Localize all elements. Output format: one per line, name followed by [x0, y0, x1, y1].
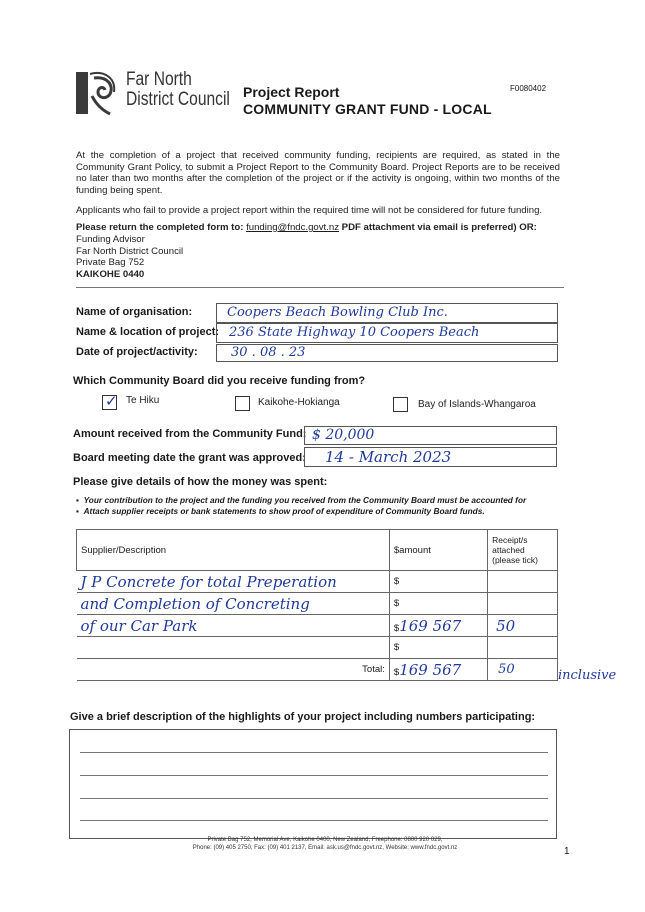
desc-cell[interactable] — [77, 615, 390, 637]
expenditure-table — [76, 529, 558, 681]
amount-header: $amount — [389, 530, 487, 571]
table-row — [77, 571, 558, 593]
spending-question: Please give details of how the money was spent: — [73, 476, 328, 488]
org-field[interactable] — [216, 303, 558, 323]
bullet-text: Your contribution to the project and the funding you received from the Community Board must be accounted for — [83, 495, 527, 505]
return-instructions — [76, 222, 566, 233]
table-row — [77, 615, 558, 637]
footer-line-2: Phone: (09) 405 2750, Fax: (09) 401 2137, Email: ask.us@fndc.govt.nz, Website: www.fndc.govt.nz — [192, 845, 458, 851]
dollar-sign: $ — [393, 622, 400, 634]
writing-line — [80, 820, 548, 821]
date-label: Date of project/activity: — [76, 346, 198, 358]
form-code: F0080402 — [510, 84, 547, 93]
total-receipt-cell[interactable] — [488, 659, 558, 681]
te-hiku-label: Te Hiku — [126, 395, 160, 406]
writing-line — [80, 775, 548, 776]
desc-cell[interactable] — [77, 637, 390, 659]
page-title: Project Report — [243, 84, 340, 100]
address-line: Private Bag 752 — [76, 257, 145, 269]
highlights-field[interactable] — [69, 729, 557, 839]
kaikohe-hokianga-checkbox[interactable] — [235, 396, 250, 411]
writing-line — [80, 798, 548, 799]
spending-bullets — [76, 495, 526, 516]
amount-field[interactable] — [304, 426, 557, 445]
table-row — [77, 593, 558, 615]
bullet-text: Attach supplier receipts or bank statements to show proof of expenditure of Community Board funds. — [83, 505, 485, 516]
divider — [76, 287, 564, 288]
return-prefix: Please return the completed form to: — [76, 222, 247, 233]
intro-paragraph: At the completion of a project that received community funding, recipients are required, as stated in the Community Grant Policy, to submit a Project Report to the Community Board. Project Reports are to be received no later than two months after the completion of the project or if the activity is ongoing, within two months of the funding being spent. — [76, 150, 560, 196]
receipt-cell[interactable] — [488, 593, 558, 615]
footer-line-1: Private Bag 752, Memorial Ave, Kaikohe 0400, New Zealand, Freephone: 0800 920 029, — [207, 837, 443, 843]
funding-email-link[interactable]: funding@fndc.govt.nz — [246, 222, 340, 233]
table-header-row — [77, 530, 558, 571]
amount-cell[interactable] — [389, 593, 487, 615]
cents-value: 50 — [496, 616, 516, 635]
bullet-item: ▪ Attach supplier receipts or bank statements to show proof of expenditure of Community Board funds. — [76, 505, 485, 516]
council-logo-icon — [74, 70, 116, 116]
amount-cell[interactable] — [389, 637, 487, 659]
receipt-cell[interactable] — [488, 571, 558, 593]
footer-contact — [180, 836, 470, 852]
return-address — [76, 234, 183, 280]
total-label: Total: — [77, 659, 390, 681]
page-subtitle: COMMUNITY GRANT FUND - LOCAL — [243, 101, 492, 117]
date-field[interactable] — [216, 344, 558, 362]
table-row — [77, 637, 558, 659]
total-row — [77, 659, 558, 681]
inclusive-note: inclusive — [558, 668, 617, 683]
checkmark-icon: ✓ — [105, 392, 118, 410]
total-amount-cell[interactable] — [389, 659, 487, 681]
supplier-header: Supplier/Description — [77, 530, 390, 571]
dollar-sign: $ — [393, 598, 400, 609]
approval-date-value: 14 - March 2023 — [325, 448, 452, 466]
amount-cell[interactable] — [389, 615, 487, 637]
org-value: Coopers Beach Bowling Club Inc. — [227, 305, 448, 320]
address-line: KAIKOHE 0440 — [76, 268, 145, 280]
receipt-cell[interactable] — [488, 615, 558, 637]
desc-cell[interactable] — [77, 593, 390, 615]
location-label: Name & location of project: — [76, 326, 220, 338]
amount-value: $ 20,000 — [312, 427, 375, 443]
desc-cell[interactable] — [77, 571, 390, 593]
address-line: Funding Advisor — [76, 234, 145, 245]
approval-date-field[interactable] — [304, 447, 557, 467]
amount-cell[interactable] — [389, 571, 487, 593]
amount-label: Amount received from the Community Fund: — [73, 428, 307, 440]
board-question: Which Community Board did you receive funding from? — [73, 375, 366, 387]
dollar-sign: $ — [393, 642, 400, 653]
logo-line-2: District Council — [126, 89, 230, 110]
page-number: 1 — [564, 846, 570, 857]
org-label: Name of organisation: — [76, 306, 193, 318]
desc-value: and Completion of Concreting — [80, 594, 310, 613]
writing-line — [80, 752, 548, 753]
desc-value: J P Concrete for total Preperation — [80, 572, 337, 591]
bay-of-islands-label: Bay of Islands-Whangaroa — [418, 399, 536, 410]
te-hiku-checkbox[interactable] — [102, 392, 118, 410]
approval-date-label: Board meeting date the grant was approved: — [73, 452, 306, 464]
return-suffix: PDF attachment via email is preferred) OR: — [339, 222, 537, 233]
total-cents-value: 50 — [498, 662, 515, 677]
location-field[interactable] — [216, 323, 558, 343]
address-line: Far North District Council — [76, 245, 184, 257]
location-value: 236 State Highway 10 Coopers Beach — [229, 325, 480, 340]
receipt-header: Receipt/s attached (please tick) — [488, 530, 558, 571]
total-amount-value: 169 567 — [399, 660, 462, 679]
highlights-question: Give a brief description of the highlights of your project including numbers participating: — [70, 711, 536, 723]
council-logo-text — [126, 70, 230, 110]
bullet-item: ▪ Your contribution to the project and the funding you received from the Community Board must be accounted for — [76, 495, 527, 505]
receipt-cell[interactable] — [488, 637, 558, 659]
bay-of-islands-checkbox[interactable] — [393, 397, 408, 412]
dollar-sign: $ — [393, 576, 400, 587]
date-value: 30 . 08 . 23 — [231, 345, 306, 360]
logo-line-1: Far North — [126, 69, 192, 90]
amount-value: 169 567 — [399, 616, 462, 635]
desc-value: of our Car Park — [80, 616, 198, 635]
kaikohe-hokianga-label: Kaikohe-Hokianga — [258, 397, 340, 408]
dollar-sign: $ — [393, 666, 400, 678]
late-warning: Applicants who fail to provide a project report within the required time will not be considered for future funding. — [76, 205, 543, 216]
